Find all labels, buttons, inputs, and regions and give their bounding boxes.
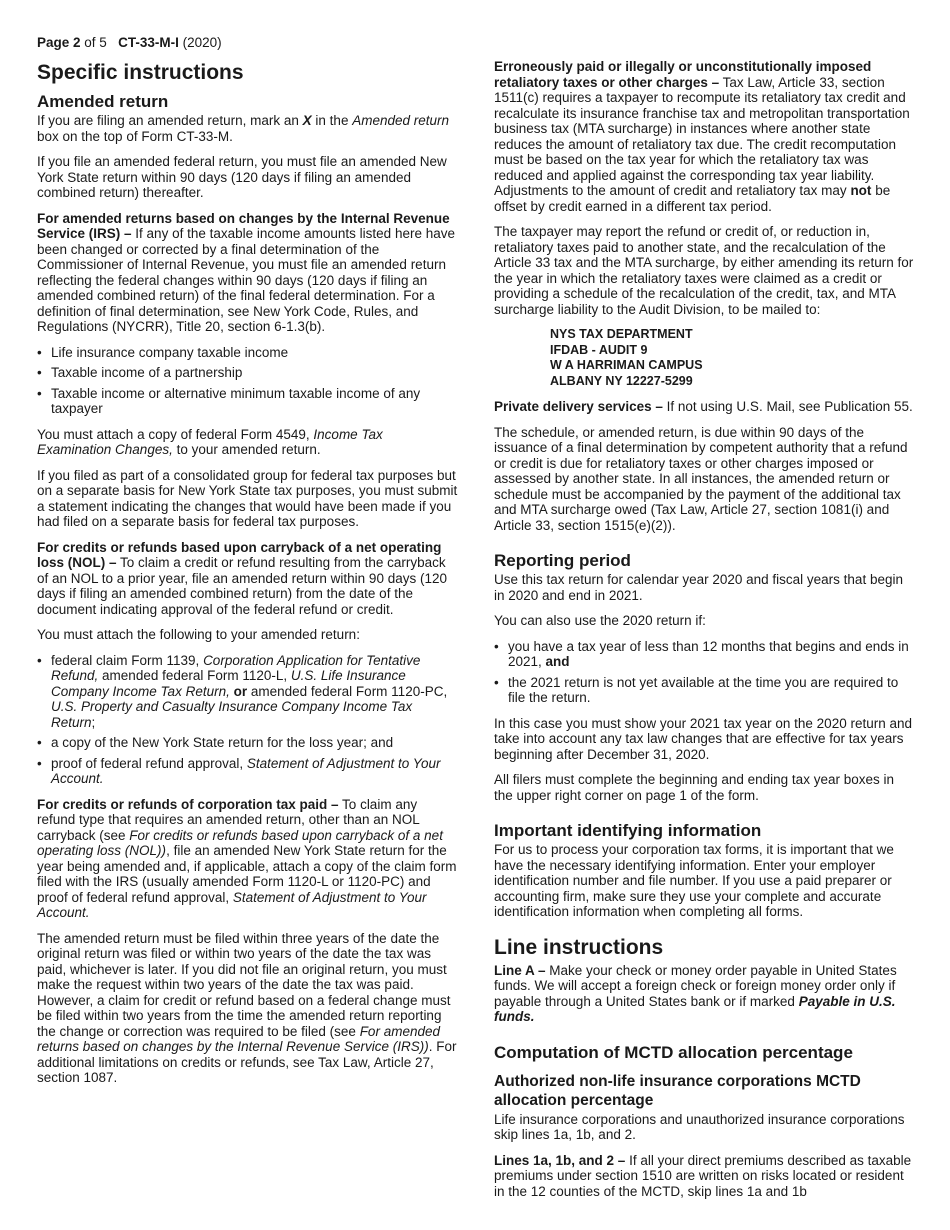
paragraph-consolidated-group: If you filed as part of a consolidated group for federal tax purposes but on a separate basis for New York State tax purposes, you must submit a statement indicating the changes that would have been made if you had filed on a separate basis for federal tax purposes. bbox=[37, 467, 458, 529]
list-item: • you have a tax year of less than 12 months that begins and ends in 2021, and bbox=[494, 639, 914, 670]
paragraph-identifying-information: For us to process your corporation tax forms, it is important that we have the necessary identifying information. Enter your employer identification number and file number. If you use a paid preparer or accounting firm, make sure they use your complete and accurate identification information when completing all forms. bbox=[494, 842, 894, 919]
form-id: CT-33-M-I bbox=[118, 35, 179, 50]
left-column bbox=[37, 59, 458, 1096]
list-taxable-income bbox=[37, 345, 458, 417]
section-title-specific-instructions: Specific instructions bbox=[37, 61, 244, 84]
paragraph-corporation-tax-paid: For credits or refunds of corporation tax paid – To claim any refund type that requires an amended return, other than an NOL carryback (see For credits or refunds based upon carryback of a net operating loss (NOL)), file an amended New York State return for the year being amended and, if applicable, attach a copy of the claim form filed with the IRS (usually amended Form 1120-L or 1120-PC) and proof of federal refund approval, Statement of Adjustment to Your Account. bbox=[37, 796, 457, 920]
paragraph-irs-changes: For amended returns based on changes by the Internal Revenue Service (IRS) – If any of the taxable income amounts listed here have been changed or corrected by a final determination of the Commissioner of Internal Revenue, you must file an amended return reflecting the federal changes within 90 days (120 days if filing an amended combined return) of the final federal determination. For a definition of final determination, see New York Code, Rules, and Regulations (NYCRR), Title 20, section 6-1.3(b). bbox=[37, 210, 455, 334]
list-item: • Taxable income or alternative minimum taxable income of any taxpayer bbox=[37, 386, 458, 417]
list-item: • Life insurance company taxable income bbox=[37, 345, 458, 361]
heading-reporting-period: Reporting period bbox=[494, 551, 631, 570]
paragraph-nol-carryback: For credits or refunds based upon carryback of a net operating loss (NOL) – To claim a credit or refund resulting from the carryback of an NOL to a prior year, file an amended return within 90 days (120 days if filing an amended combined return) from the date of the document indicating approval of the federal refund or credit. bbox=[37, 539, 447, 617]
paragraph-three-years: The amended return must be filed within three years of the date the original return was filed or within two years of the date the tax was paid, whichever is later. If you did not file an original return, you must make the request within two years of the date the tax was paid. However, a claim for credit or refund based on a federal change must be filed within two years from the time the amended return reporting the change or correction was required to be filed (see For amended returns based on changes by the Internal Revenue Service (IRS)). For additional limitations on credits or refunds, see Tax Law, Article 27, section 1087. bbox=[37, 930, 457, 1085]
paragraph-lines-1a-1b-2: Lines 1a, 1b, and 2 – If all your direct premiums described as taxable premiums under section 1510 are written on risks located or resident in the 12 counties of the MCTD, skip lines 1a and 1b bbox=[494, 1152, 912, 1199]
heading-mctd-non-life: Authorized non-life insurance corporations MCTD allocation percentage bbox=[494, 1072, 861, 1109]
paragraph-report-refund: The taxpayer may report the refund or credit of, or reduction in, retaliatory taxes paid to another state, and the recalculation of the Article 33 tax and the MTA surcharge, by either amending its return for the year in which the retaliatory taxes were claimed as a credit or providing a schedule of the recalculation of the credit, tax, and MTA surcharge liability to the Audit Division, to be mailed to: bbox=[494, 224, 914, 317]
list-reporting-conditions bbox=[494, 639, 914, 706]
address-line: IFDAB - AUDIT 9 bbox=[550, 342, 648, 357]
paragraph-all-filers: All filers must complete the beginning and ending tax year boxes in the upper right corner on page 1 of the form. bbox=[494, 772, 894, 803]
heading-amended-return: Amended return bbox=[37, 92, 169, 111]
paragraph-reporting-period-use: Use this tax return for calendar year 2020 and fiscal years that begin in 2020 and end in 2021. bbox=[494, 572, 903, 603]
mailing-address bbox=[550, 327, 914, 389]
paragraph-schedule-due: The schedule, or amended return, is due within 90 days of the issuance of a final determination by competent authority that a refund or credit is due for retaliatory taxes or other charges imposed or assessed by another state. In all instances, the amended return or schedule must be accompanied by the payment of the additional tax and MTA surcharge owed (Tax Law, Article 27, section 1081(i) and Article 33, section 1515(e)(2)). bbox=[494, 424, 908, 533]
paragraph-retaliatory-taxes: Erroneously paid or illegally or unconstitutionally imposed retaliatory taxes or other charges – Tax Law, Article 33, section 1511(c) requires a taxpayer to recompute its retaliatory tax credit and recalculate its insurance franchise tax and metropolitan transportation business tax (MTA surcharge) in instances where another state reduces the amount of retaliatory tax due. The credit recomputation must be based on the tax year for which the retaliatory tax was reduced and applied against the corresponding tax year liability. Adjustments to the amount of credit and retaliatory tax may not be offset by credit earned in a different tax period. bbox=[494, 59, 910, 214]
address-line: W A HARRIMAN CAMPUS bbox=[550, 358, 703, 372]
page-header bbox=[37, 35, 222, 51]
list-item: • proof of federal refund approval, Statement of Adjustment to Your Account. bbox=[37, 756, 458, 787]
list-item: • the 2021 return is not yet available at the time you are required to file the return. bbox=[494, 675, 914, 706]
section-title-line-instructions: Line instructions bbox=[494, 935, 664, 959]
paragraph-private-delivery: Private delivery services – If not using U.S. Mail, see Publication 55. bbox=[494, 399, 913, 414]
paragraph-mctd-skip: Life insurance corporations and unauthorized insurance corporations skip lines 1a, 1b, and 2. bbox=[494, 1111, 905, 1142]
paragraph-attach-intro: You must attach the following to your amended return: bbox=[37, 627, 360, 642]
form-year: (2020) bbox=[178, 35, 222, 50]
list-item: • federal claim Form 1139, Corporation Application for Tentative Refund, amended federal Form 1120-L, U.S. Life Insurance Company Income Tax Return, or amended federal Form 1120-PC, U.S. Property and Casualty Insurance Company Income Tax Return; bbox=[37, 653, 458, 731]
page-count: of 5 bbox=[80, 35, 107, 50]
paragraph-reporting-case: In this case you must show your 2021 tax year on the 2020 return and take into account any tax law changes that are effective for tax years beginning after December 31, 2020. bbox=[494, 715, 912, 762]
list-item: • Taxable income of a partnership bbox=[37, 365, 458, 381]
list-attachments bbox=[37, 653, 458, 787]
paragraph-line-a: Line A – Make your check or money order payable in United States funds. We will accept a foreign check or foreign money order only if payable through a United States bank or if marked Payable in U.S. funds. bbox=[494, 962, 897, 1024]
heading-identifying-information: Important identifying information bbox=[494, 821, 762, 840]
heading-mctd-computation: Computation of MCTD allocation percentage bbox=[494, 1042, 853, 1062]
page-number: Page 2 bbox=[37, 35, 81, 50]
paragraph-form-4549: You must attach a copy of federal Form 4549, Income Tax Examination Changes, to your amended return. bbox=[37, 426, 383, 457]
paragraph-amended-mark: If you are filing an amended return, mark an X in the Amended return box on the top of Form CT-33-M. bbox=[37, 113, 450, 144]
address-line: NYS TAX DEPARTMENT bbox=[550, 327, 693, 341]
address-line: ALBANY NY 12227-5299 bbox=[550, 373, 693, 388]
right-column bbox=[494, 59, 914, 1209]
paragraph-amended-federal: If you file an amended federal return, you must file an amended New York State return within 90 days (120 days if filing an amended combined return) thereafter. bbox=[37, 154, 447, 200]
list-item: • a copy of the New York State return for the loss year; and bbox=[37, 735, 458, 751]
paragraph-reporting-period-also: You can also use the 2020 return if: bbox=[494, 613, 706, 628]
